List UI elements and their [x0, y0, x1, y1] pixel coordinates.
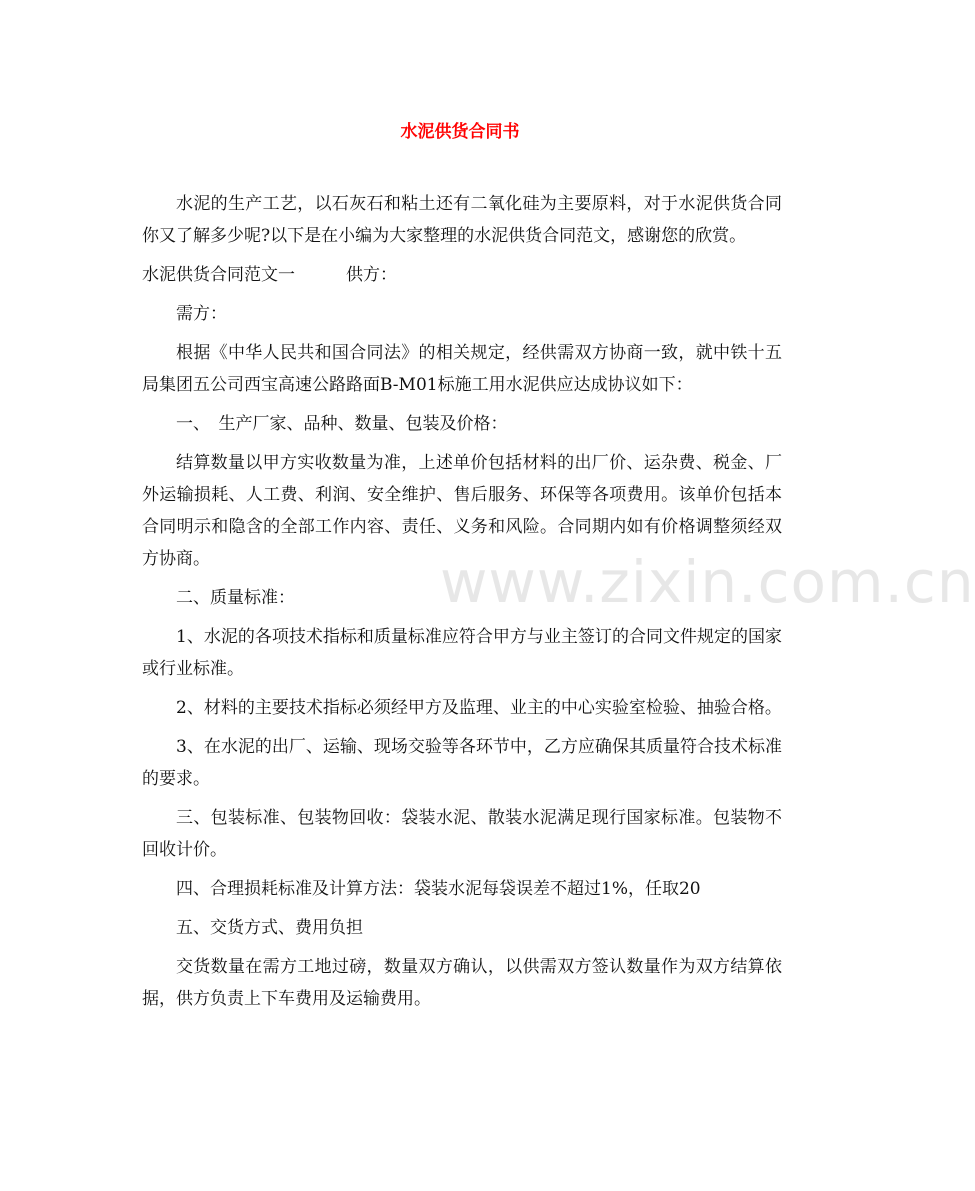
paragraph-quality-1: 1、水泥的各项技术指标和质量标准应符合甲方与业主签订的合同文件规定的国家或行业标准。: [142, 627, 782, 679]
paragraph-quality-3: 3、在水泥的出厂、运输、现场交验等各环节中，乙方应确保其质量符合技术标准的要求。: [142, 737, 782, 789]
paragraph-intro: 水泥的生产工艺，以石灰石和粘土还有二氧化硅为主要原料，对于水泥供货合同你又了解多少呢?以下是在小编为大家整理的水泥供货合同范文，感谢您的欣赏。: [142, 194, 782, 246]
watermark-text: www.zixin.com.cn: [440, 548, 975, 616]
document-title: 水泥供货合同书: [400, 122, 520, 142]
paragraph-section-three: 三、包装标准、包装物回收：袋装水泥、散装水泥满足现行国家标准。包装物不回收计价。: [142, 808, 782, 860]
paragraph-section-five: 五、交货方式、费用负担: [176, 918, 363, 938]
paragraph-sample-header: 水泥供货合同范文一 供方：: [142, 265, 397, 285]
paragraph-section-two: 二、质量标准：: [176, 588, 295, 608]
paragraph-section-one: 一、 生产厂家、品种、数量、包装及价格：: [176, 414, 508, 434]
paragraph-buyer: 需方：: [176, 304, 227, 324]
paragraph-quality-2: 2、材料的主要技术指标必须经甲方及监理、业主的中心实验室检验、抽验合格。: [176, 698, 782, 718]
paragraph-section-four: 四、合理损耗标准及计算方法：袋装水泥每袋误差不超过1%，任取20: [176, 879, 701, 899]
document-body: [142, 188, 782, 1022]
paragraph-settlement: 结算数量以甲方实收数量为准，上述单价包括材料的出厂价、运杂费、税金、厂外运输损耗、人工费、利润、安全维护、售后服务、环保等各项费用。该单价包括本合同明示和隐含的全部工作内容、责任、义务和风险。合同期内如有价格调整须经双方协商。: [142, 453, 782, 569]
paragraph-basis: 根据《中华人民共和国合同法》的相关规定，经供需双方协商一致，就中铁十五局集团五公司西宝高速公路路面B-M01标施工用水泥供应达成协议如下：: [142, 343, 782, 395]
paragraph-delivery: 交货数量在需方工地过磅，数量双方确认，以供需双方签认数量作为双方结算依据，供方负责上下车费用及运输费用。: [142, 957, 782, 1009]
